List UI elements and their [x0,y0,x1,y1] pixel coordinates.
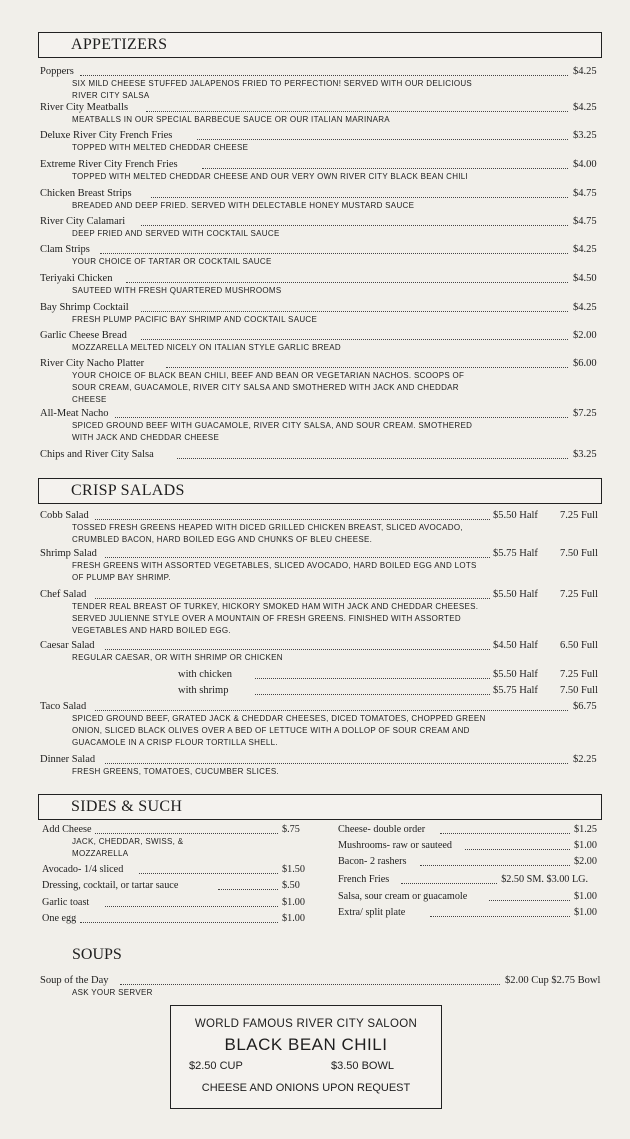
side-price: $1.00 [574,840,597,851]
appetizer-desc: FRESH PLUMP PACIFIC BAY SHRIMP AND COCKTAIL SAUCE [72,315,318,324]
appetizer-leader [141,339,568,340]
side-price: $1.00 [574,907,597,918]
appetizer-leader [202,168,568,169]
appetizer-price: $2.00 [573,330,597,341]
salad-desc: GUACAMOLE IN A CRISP FLOUR TORTILLA SHELL. [72,738,278,747]
salad-desc: REGULAR CAESAR, OR WITH SHRIMP OR CHICKEN [72,653,283,662]
side-desc: MOZZARELLA [72,849,129,858]
caesar-option-name: with chicken [178,669,232,680]
side-price: $1.00 [282,897,305,908]
side-name: Dressing, cocktail, or tartar sauce [42,880,179,891]
appetizer-desc: MOZZARELLA MELTED NICELY ON ITALIAN STYLE GARLIC BREAD [72,343,342,352]
appetizer-desc: DEEP FRIED AND SERVED WITH COCKTAIL SAUCE [72,229,280,238]
appetizer-price: $4.50 [573,273,597,284]
salad-desc: CRUMBLED BACON, HARD BOILED EGG AND CHUNKS OF BLEU CHEESE. [72,535,373,544]
salad-leader [105,557,490,558]
side-leader [139,873,278,874]
appetizer-desc: WITH JACK AND CHEDDAR CHEESE [72,433,220,442]
salad-leader [105,649,490,650]
side-name: Garlic toast [42,897,90,908]
caesar-option-half: $5.75 Half [493,685,538,696]
appetizer-leader [146,111,568,112]
appetizer-leader [126,282,568,283]
appetizer-price: $4.25 [573,102,597,113]
salad-leader [95,710,568,711]
appetizer-desc: BREADED AND DEEP FRIED. SERVED WITH DELECTABLE HONEY MUSTARD SAUCE [72,201,415,210]
salad-half-price: $5.50 Half [493,589,538,600]
salad-name: Chef Salad [40,589,87,600]
appetizer-name: Teriyaki Chicken [40,273,113,284]
salad-name: Cobb Salad [40,510,89,521]
salad-leader [95,519,490,520]
salad-half-price: $5.75 Half [493,548,538,559]
appetizer-price: $4.75 [573,188,597,199]
salad-desc: ONION, SLICED BLACK OLIVES OVER A BED OF LETTUCE WITH A DOLLOP OF SOUR CREAM AND [72,726,470,735]
soup-price: $2.00 Cup $2.75 Bowl [505,975,601,986]
caesar-option-leader [255,678,490,679]
appetizer-name: Poppers [40,66,74,77]
salad-name: Caesar Salad [40,640,95,651]
side-leader [218,889,279,890]
side-leader [440,833,570,834]
side-leader [105,906,278,907]
appetizer-desc: MEATBALLS IN OUR SPECIAL BARBECUE SAUCE OR OUR ITALIAN MARINARA [72,115,390,124]
appetizer-desc: SIX MILD CHEESE STUFFED JALAPENOS FRIED TO PERFECTION! SERVED WITH OUR DELICIOUS [72,79,473,88]
salad-full-price: 7.25 Full [560,510,598,521]
side-price: $.50 [282,880,300,891]
appetizer-name: Chips and River City Salsa [40,449,154,460]
appetizers-header [38,32,602,58]
salad-price: $6.75 [573,701,597,712]
salad-desc: OF PLUMP BAY SHRIMP. [72,573,171,582]
appetizer-name: Bay Shrimp Cocktail [40,302,129,313]
sides-title: SIDES & SUCH [71,798,183,815]
appetizer-leader [80,75,568,76]
salad-name: Taco Salad [40,701,87,712]
caesar-option-full: 7.25 Full [560,669,598,680]
salad-half-price: $4.50 Half [493,640,538,651]
appetizer-desc: SOUR CREAM, GUACAMOLE, RIVER CITY SALSA AND SMOTHERED WITH JACK AND CHEDDAR [72,383,459,392]
side-name: Add Cheese [42,824,92,835]
caesar-option-full: 7.50 Full [560,685,598,696]
appetizer-leader [115,417,568,418]
appetizer-desc: RIVER CITY SALSA [72,91,150,100]
appetizer-name: Deluxe River City French Fries [40,130,173,141]
appetizer-price: $4.25 [573,302,597,313]
side-name: Mushrooms- raw or sauteed [338,840,453,851]
appetizer-name: Garlic Cheese Bread [40,330,127,341]
soup-desc: ASK YOUR SERVER [72,988,153,997]
side-leader [95,833,278,834]
appetizer-name: River City Calamari [40,216,126,227]
salads-title: CRISP SALADS [71,482,185,499]
side-leader [80,922,278,923]
salad-name: Dinner Salad [40,754,96,765]
salad-desc: SERVED JULIENNE STYLE OVER A MOUNTAIN OF FRESH GREENS. FINISHED WITH ASSORTED [72,614,461,623]
side-leader [465,849,571,850]
soups-title: SOUPS [72,946,122,963]
side-price: $2.50 SM. $3.00 LG. [501,874,589,885]
appetizer-price: $4.25 [573,244,597,255]
appetizer-price: $4.00 [573,159,597,170]
salad-desc: VEGETABLES AND HARD BOILED EGG. [72,626,231,635]
salad-name: Shrimp Salad [40,548,97,559]
side-name: French Fries [338,874,390,885]
appetizer-desc: SAUTEED WITH FRESH QUARTERED MUSHROOMS [72,286,282,295]
appetizer-name: Chicken Breast Strips [40,188,132,199]
appetizer-price: $4.75 [573,216,597,227]
salad-leader [105,763,568,764]
appetizer-leader [166,367,568,368]
side-price: $1.25 [574,824,597,835]
sides-header [38,794,602,820]
side-price: $.75 [282,824,300,835]
appetizer-name: All-Meat Nacho [40,408,109,419]
side-name: Extra/ split plate [338,907,406,918]
chili-cup: $2.50 CUP [189,1060,243,1072]
chili-box [170,1005,442,1109]
side-leader [401,883,497,884]
salad-desc: SPICED GROUND BEEF, GRATED JACK & CHEDDAR CHEESES, DICED TOMATOES, CHOPPED GREEN [72,714,486,723]
chili-line1: WORLD FAMOUS RIVER CITY SALOON [194,1018,418,1030]
salad-full-price: 7.50 Full [560,548,598,559]
side-name: Bacon- 2 rashers [338,856,407,867]
caesar-option-name: with shrimp [178,685,229,696]
side-name: Salsa, sour cream or guacamole [338,891,468,902]
salad-full-price: 6.50 Full [560,640,598,651]
salad-half-price: $5.50 Half [493,510,538,521]
appetizer-price: $7.25 [573,408,597,419]
appetizer-desc: SPICED GROUND BEEF WITH GUACAMOLE, RIVER CITY SALSA, AND SOUR CREAM. SMOTHERED [72,421,473,430]
caesar-option-half: $5.50 Half [493,669,538,680]
appetizer-name: Extreme River City French Fries [40,159,178,170]
appetizer-leader [141,225,568,226]
appetizer-desc: YOUR CHOICE OF TARTAR OR COCKTAIL SAUCE [72,257,272,266]
chili-line2: BLACK BEAN CHILI [224,1035,388,1054]
side-name: Cheese- double order [338,824,426,835]
side-price: $2.00 [574,856,597,867]
appetizer-leader [177,458,568,459]
side-desc: JACK, CHEDDAR, SWISS, & [72,837,184,846]
appetizer-name: River City Nacho Platter [40,358,145,369]
salad-desc: FRESH GREENS, TOMATOES, CUCUMBER SLICES. [72,767,279,776]
appetizer-leader [151,197,568,198]
appetizer-leader [100,253,568,254]
appetizer-desc: CHEESE [72,395,107,404]
appetizer-price: $6.00 [573,358,597,369]
appetizers-title: APPETIZERS [71,36,168,53]
salad-desc: FRESH GREENS WITH ASSORTED VEGETABLES, SLICED AVOCADO, HARD BOILED EGG AND LOTS [72,561,477,570]
salad-desc: TENDER REAL BREAST OF TURKEY, HICKORY SMOKED HAM WITH JACK AND CHEDDAR CHEESES. [72,602,479,611]
appetizer-price: $4.25 [573,66,597,77]
side-price: $1.00 [282,913,305,924]
appetizer-desc: YOUR CHOICE OF BLACK BEAN CHILI, BEEF AND BEAN OR VEGETARIAN NACHOS. SCOOPS OF [72,371,465,380]
salad-full-price: 7.25 Full [560,589,598,600]
side-name: Avocado- 1/4 sliced [42,864,124,875]
appetizer-leader [141,311,568,312]
appetizer-desc: TOPPED WITH MELTED CHEDDAR CHEESE AND OUR VERY OWN RIVER CITY BLACK BEAN CHILI [72,172,469,181]
appetizer-name: River City Meatballs [40,102,129,113]
soup-leader [120,984,500,985]
salad-desc: TOSSED FRESH GREENS HEAPED WITH DICED GRILLED CHICKEN BREAST, SLICED AVOCADO, [72,523,463,532]
side-leader [430,916,570,917]
appetizer-price: $3.25 [573,449,597,460]
soup-name: Soup of the Day [40,975,109,986]
appetizer-leader [197,139,568,140]
side-leader [489,900,570,901]
side-price: $1.50 [282,864,305,875]
salad-price: $2.25 [573,754,597,765]
chili-bowl: $3.50 BOWL [331,1060,394,1072]
appetizer-desc: TOPPED WITH MELTED CHEDDAR CHEESE [72,143,249,152]
caesar-option-leader [255,694,490,695]
salad-leader [95,598,490,599]
chili-note: CHEESE AND ONIONS UPON REQUEST [201,1082,411,1094]
appetizer-price: $3.25 [573,130,597,141]
side-price: $1.00 [574,891,597,902]
side-name: One egg [42,913,77,924]
side-leader [420,865,570,866]
appetizer-name: Clam Strips [40,244,90,255]
salads-header [38,478,602,504]
